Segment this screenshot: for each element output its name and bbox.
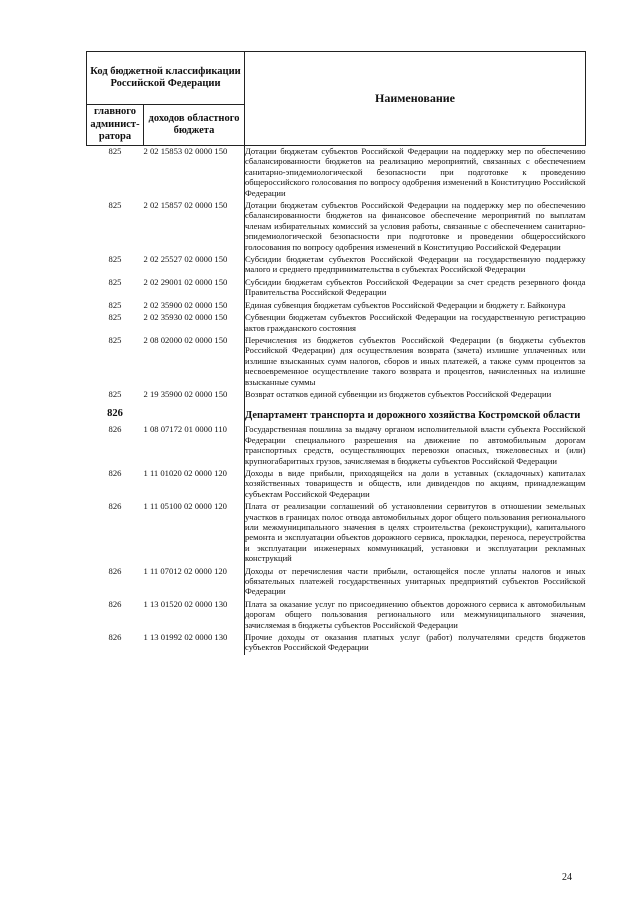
name-header: Наименование [245,52,586,146]
admin-code: 826 [108,467,122,478]
income-code: 2 02 15857 02 0000 150 [143,200,228,211]
income-name: Государственная пошлина за выдачу органом исполнительной власти субъекта Российской Федерации специального разрешения на движение по автомобильным дорогам транспортных средств, осуществляющих перевозки опасных, тяжеловесных и (или) крупногабаритных грузов, зачисляемая в бюджеты субъектов Российской Федерации [245,424,586,468]
group-header: Код бюджетной классификации Российской Федерации [87,52,245,105]
income-code: 1 11 01020 02 0000 120 [143,467,227,478]
table-row [87,599,586,632]
admin-code: 825 [108,299,122,310]
income-code: 2 08 02000 02 0000 150 [143,334,228,345]
page-number: 24 [562,872,572,883]
table-row [87,146,586,201]
income-header: доходов областного бюджета [144,105,245,146]
income-code: 2 19 35900 02 0000 150 [143,388,228,399]
income-name: Плата за оказание услуг по присоединению объектов дорожного сервиса к автомобильным дорогам общего пользования регионального или межмуниципального значения, зачисляемая в бюджеты субъектов Российской Федерации [245,599,586,632]
income-name: Доходы в виде прибыли, приходящейся на доли в уставных (складочных) капиталах хозяйственных товариществ и обществ, или дивидендов по акциям, принадлежащим субъектам Российской Федерации [245,468,586,501]
income-name: Субвенции бюджетам субъектов Российской Федерации на государственную регистрацию актов гражданского состояния [245,312,586,335]
admin-code: 826 [108,501,122,512]
table-row [87,566,586,599]
income-name: Субсидии бюджетам субъектов Российской Федерации за счет средств резервного фонда Правительства Российской Федерации [245,277,586,300]
income-code: 1 11 05100 02 0000 120 [143,501,227,512]
admin-code: 825 [108,312,122,323]
income-code: 1 11 07012 02 0000 120 [143,565,227,576]
table-row [87,501,586,565]
income-code: 2 02 35930 02 0000 150 [143,312,228,323]
income-name: Единая субвенция бюджетам субъектов Российской Федерации и бюджету г. Байконура [245,300,586,312]
table-row [87,468,586,501]
department-title: Департамент транспорта и дорожного хозяйства Костромской области [245,401,586,424]
table-body [87,146,586,655]
income-name: Перечисления из бюджетов субъектов Российской Федерации (в бюджеты субъектов Российской Федерации) для осуществления возврата (зачета) излишне уплаченных или излишне взысканных сумм налогов, сборов и иных платежей, а также сумм процентов за несвоевременное осуществление такого возврата и процентов, начисленных на излишне взысканные суммы [245,335,586,389]
table-row [87,389,586,401]
table-row [87,300,586,312]
income-code: 2 02 25527 02 0000 150 [143,254,228,265]
table-row [87,632,586,655]
department-row [87,401,586,424]
admin-code: 825 [108,146,122,156]
admin-header: главного админист-ратора [87,105,144,146]
income-code: 2 02 29001 02 0000 150 [143,276,228,287]
income-name: Субсидии бюджетам субъектов Российской Федерации на государственную поддержку малого и среднего предпринимательства в субъектах Российской Федерации [245,254,586,277]
table-row [87,335,586,389]
income-name: Прочие доходы от оказания платных услуг (работ) получателями средств бюджетов субъектов Российской Федерации [245,632,586,655]
income-name: Возврат остатков единой субвенции из бюджетов субъектов Российской Федерации [245,389,586,401]
table-header [87,52,586,146]
income-name: Дотации бюджетам субъектов Российской Федерации на поддержку мер по обеспечению сбалансированности бюджетов на финансовое обеспечение мероприятий по выплатам членам избирательных комиссий за условия работы, связанные с обеспечением санитарно-эпидемиологической безопасности при подготовке и проведении общероссийского голосования по вопросу одобрения изменений в Конституцию Российской Федерации [245,200,586,254]
table-row [87,254,586,277]
table-row [87,424,586,468]
admin-code: 826 [108,598,122,609]
income-code: 1 13 01520 02 0000 130 [143,598,228,609]
income-code: 1 08 07172 01 0000 110 [143,424,227,435]
table-row [87,200,586,254]
income-code: 2 02 35900 02 0000 150 [143,299,228,310]
table-row [87,277,586,300]
income-name: Доходы от перечисления части прибыли, остающейся после уплаты налогов и иных обязательных платежей государственных унитарных предприятий субъектов Российской Федерации [245,566,586,599]
admin-code: 825 [108,200,122,211]
admin-code: 826 [108,632,122,643]
income-code: 2 02 15853 02 0000 150 [143,146,228,156]
income-name: Плата от реализации соглашений об установлении сервитутов в отношении земельных участков в границах полос отвода автомобильных дорог общего пользования регионального или межмуниципального значения в целях строительства (реконструкции), капитального ремонта и эксплуатации объектов дорожного сервиса, прокладки, переноса, переустройства и эксплуатации инженерных коммуникаций, установки и эксплуатации рекламных конструкций [245,501,586,565]
department-code: 826 [107,408,123,420]
department-empty-cell [144,401,245,424]
admin-code: 825 [108,254,122,265]
admin-code: 825 [108,276,122,287]
income-code: 1 13 01992 02 0000 130 [143,632,228,643]
admin-code: 825 [108,388,122,399]
admin-code: 825 [108,334,122,345]
table-row [87,312,586,335]
income-name: Дотации бюджетам субъектов Российской Федерации на поддержку мер по обеспечению сбалансированности бюджетов на реализацию мероприятий, связанных с обеспечением санитарно-эпидемиологической безопасности при подготовке к проведению общероссийского голосования по вопросу одобрения изменений в Конституцию Российской Федерации [245,146,586,201]
admin-code: 826 [108,565,122,576]
budget-classification-table [86,51,586,655]
admin-code: 826 [108,424,122,435]
